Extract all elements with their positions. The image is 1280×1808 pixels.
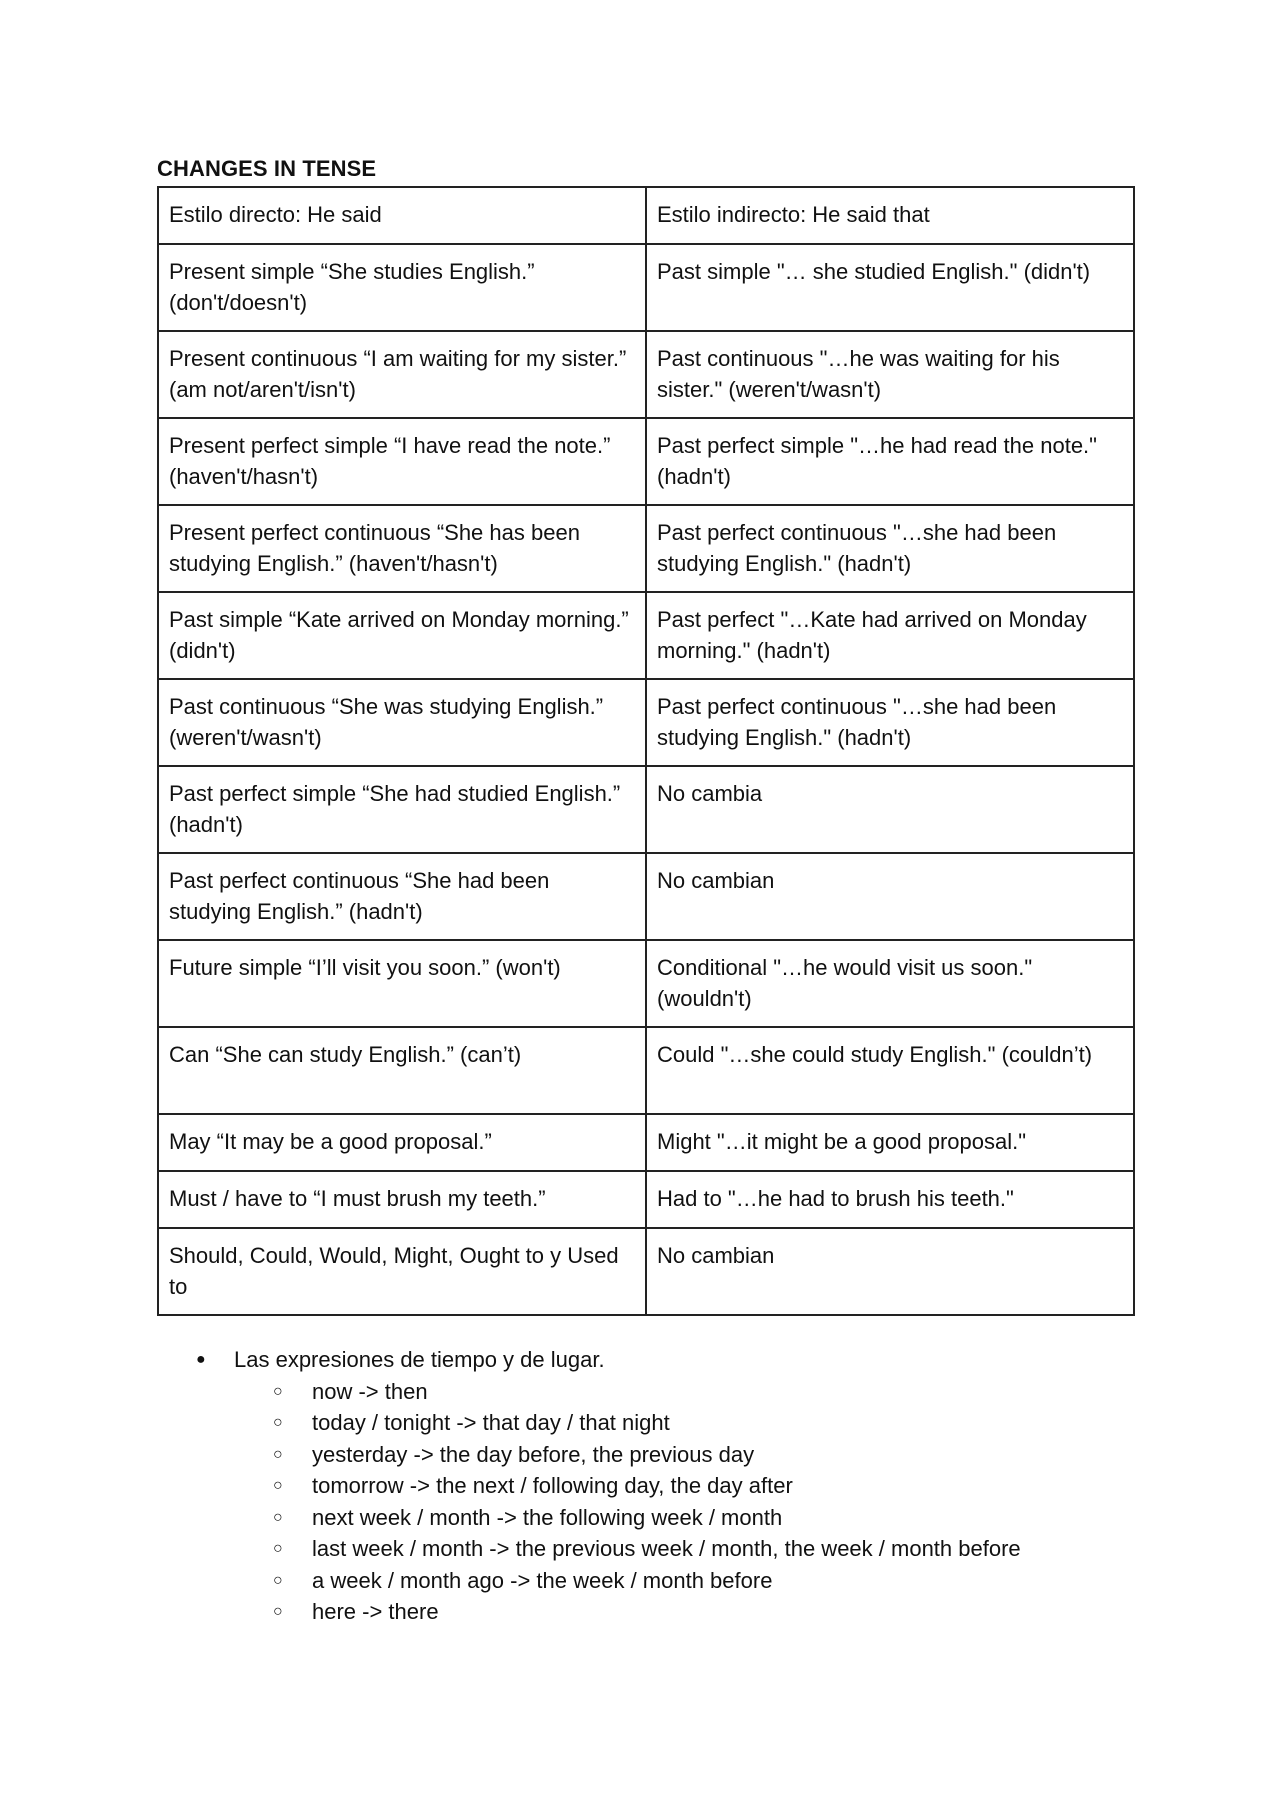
sub-list-item [157, 1407, 1133, 1439]
table-row [158, 418, 1134, 505]
reported-cell: No cambian [646, 853, 1134, 940]
sub-list-item-text: now -> then [312, 1378, 428, 1404]
reported-cell: No cambian [646, 1228, 1134, 1315]
direct-cell: Present perfect simple “I have read the note.” (haven't/hasn't) [158, 418, 646, 505]
sub-list-item [157, 1565, 1133, 1597]
direct-cell: Present perfect continuous “She has been studying English.” (haven't/hasn't) [158, 505, 646, 592]
document-page [157, 154, 1133, 1628]
table-row [158, 505, 1134, 592]
bullet-circle-icon: ○ [273, 1477, 283, 1494]
sub-list-item-text: today / tonight -> that day / that night [312, 1410, 670, 1435]
table-row [158, 331, 1134, 418]
header-reported-speech: Estilo indirecto: He said that [646, 187, 1134, 244]
sub-list-item-text: a week / month ago -> the week / month before [312, 1567, 773, 1593]
sub-list-item [157, 1439, 1133, 1471]
direct-cell: Past continuous “She was studying English.” (weren't/wasn't) [158, 679, 646, 766]
bullet-circle-icon: ○ [273, 1414, 283, 1431]
direct-cell: Must / have to “I must brush my teeth.” [158, 1171, 646, 1228]
sub-list-item [157, 1596, 1133, 1628]
direct-cell: Future simple “I’ll visit you soon.” (won't) [158, 940, 646, 1027]
reported-cell: Past continuous "…he was waiting for his sister." (weren't/wasn't) [646, 331, 1134, 418]
sub-list-item [157, 1470, 1133, 1502]
direct-cell: Should, Could, Would, Might, Ought to y Used to [158, 1228, 646, 1315]
sub-list-item [157, 1376, 1133, 1408]
reported-cell: Past perfect continuous "…she had been studying English." (hadn't) [646, 679, 1134, 766]
bullet-circle-icon: ○ [273, 1571, 283, 1589]
direct-cell: May “It may be a good proposal.” [158, 1114, 646, 1171]
table-row [158, 940, 1134, 1027]
reported-cell: Might "…it might be a good proposal." [646, 1114, 1134, 1171]
sub-list-item-text: tomorrow -> the next / following day, the day after [312, 1473, 793, 1498]
table-row [158, 766, 1134, 853]
direct-cell: Past perfect continuous “She had been studying English.” (hadn't) [158, 853, 646, 940]
list-item [157, 1344, 1133, 1376]
table-row [158, 679, 1134, 766]
sub-list-item [157, 1533, 1133, 1565]
sub-list-item-text: next week / month -> the following week / month [312, 1504, 783, 1530]
table-row [158, 853, 1134, 940]
direct-cell: Present continuous “I am waiting for my sister.” (am not/aren't/isn't) [158, 331, 646, 418]
bullet-circle-icon: ○ [273, 1382, 283, 1400]
table-row [158, 1228, 1134, 1315]
table-row [158, 592, 1134, 679]
direct-cell: Past simple “Kate arrived on Monday morning.” (didn't) [158, 592, 646, 679]
direct-cell: Can “She can study English.” (can’t) [158, 1027, 646, 1114]
expressions-list [157, 1344, 1133, 1628]
reported-cell: Past perfect simple "…he had read the note." (hadn't) [646, 418, 1134, 505]
list-item-text: Las expresiones de tiempo y de lugar. [234, 1347, 605, 1372]
direct-cell: Present simple “She studies English.” (don't/doesn't) [158, 244, 646, 331]
reported-cell: Could "…she could study English." (couldn’t) [646, 1027, 1134, 1114]
reported-cell: Past perfect continuous "…she had been studying English." (hadn't) [646, 505, 1134, 592]
table-row [158, 244, 1134, 331]
bullet-circle-icon: ○ [273, 1508, 283, 1526]
bullet-circle-icon: ○ [273, 1540, 283, 1557]
reported-cell: Conditional "…he would visit us soon." (wouldn't) [646, 940, 1134, 1027]
bullet-dot-icon: ● [196, 1351, 206, 1368]
sub-list-item-text: yesterday -> the day before, the previous day [312, 1441, 755, 1467]
reported-cell: No cambia [646, 766, 1134, 853]
table-row [158, 1027, 1134, 1114]
page-title: CHANGES IN TENSE [157, 156, 377, 181]
table-row [158, 1114, 1134, 1171]
tense-changes-table [157, 186, 1135, 1316]
header-direct-speech: Estilo directo: He said [158, 187, 646, 244]
direct-cell: Past perfect simple “She had studied English.” (hadn't) [158, 766, 646, 853]
sub-list-item [157, 1502, 1133, 1534]
reported-cell: Past simple "… she studied English." (didn't) [646, 244, 1134, 331]
table-header-row [158, 187, 1134, 244]
bullet-circle-icon: ○ [273, 1603, 283, 1620]
sub-list-item-text: last week / month -> the previous week / month, the week / month before [312, 1536, 1021, 1561]
sub-list-item-text: here -> there [312, 1599, 439, 1624]
table-row [158, 1171, 1134, 1228]
reported-cell: Past perfect "…Kate had arrived on Monday morning." (hadn't) [646, 592, 1134, 679]
reported-cell: Had to "…he had to brush his teeth." [646, 1171, 1134, 1228]
bullet-circle-icon: ○ [273, 1445, 283, 1463]
